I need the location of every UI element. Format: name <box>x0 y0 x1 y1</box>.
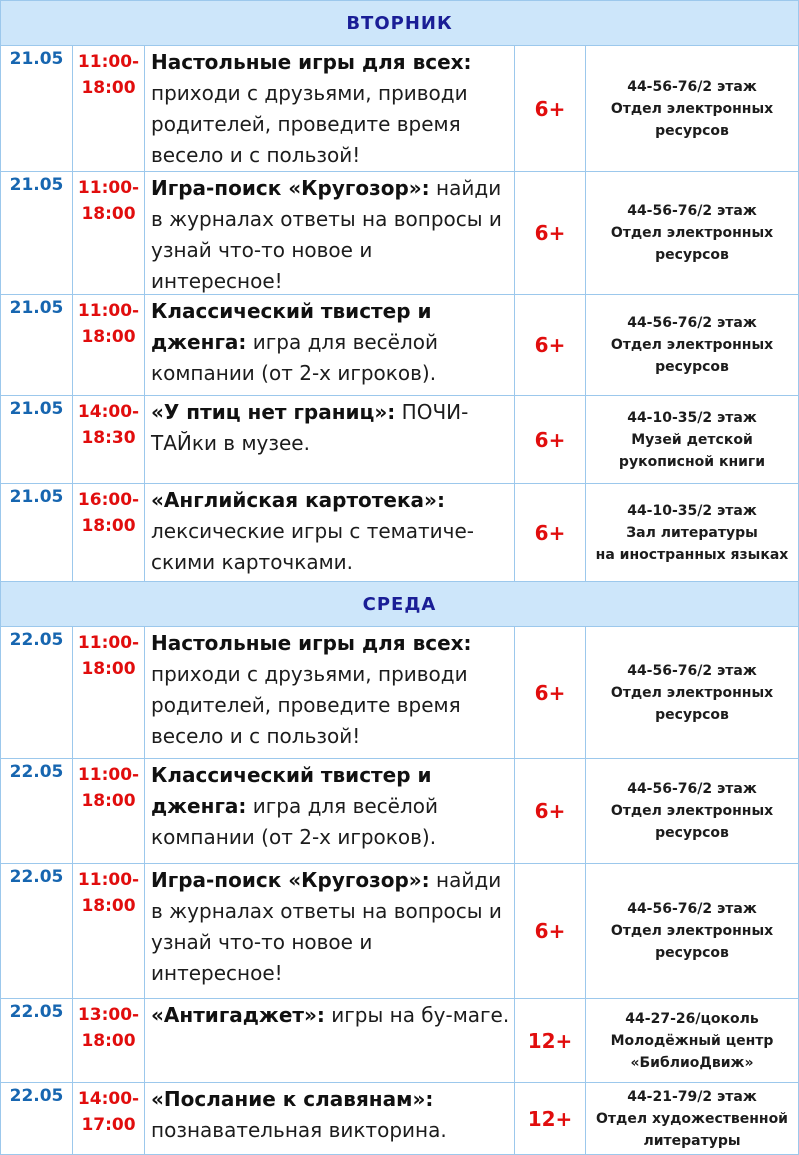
day-header-wednesday: СРЕДА <box>1 582 798 627</box>
time-start: 11:00- <box>77 52 140 72</box>
location-phone: 44-56-76/2 этаж <box>627 78 757 95</box>
event-text: ПОЧИ-ТАЙки в музее. <box>151 400 469 455</box>
time-start: 11:00- <box>77 178 140 198</box>
event-title: «Английская картотека»: <box>151 488 445 512</box>
event-description <box>145 627 515 758</box>
table-row <box>1 999 798 1083</box>
time-end: 18:00 <box>81 78 136 98</box>
table-row <box>1 484 798 582</box>
event-description <box>145 396 515 483</box>
time-start: 14:00- <box>77 1089 140 1109</box>
event-date: 22.05 <box>1 864 73 998</box>
event-description <box>145 864 515 998</box>
event-time <box>73 46 145 171</box>
event-text: лексические игры с тематиче-скими карточками. <box>151 519 475 574</box>
table-row <box>1 396 798 484</box>
table-row <box>1 295 798 396</box>
event-time <box>73 484 145 581</box>
location-phone: 44-27-26/цоколь <box>625 1010 759 1027</box>
location-phone: 44-21-79/2 этаж <box>627 1088 757 1105</box>
location-line: Отдел электронных <box>610 337 774 353</box>
event-title: «У птиц нет границ»: <box>151 400 396 424</box>
table-row <box>1 1083 798 1154</box>
location-phone: 44-56-76/2 этаж <box>627 203 757 219</box>
location-phone: 44-56-76/2 этаж <box>627 662 757 679</box>
day-header-tuesday: ВТОРНИК <box>1 1 798 46</box>
location-line: Отдел электронных <box>610 803 774 819</box>
location-phone: 44-56-76/2 этаж <box>627 901 757 917</box>
age-rating: 6+ <box>515 627 586 758</box>
table-row <box>1 46 798 172</box>
event-text: игры на бу-маге. <box>331 1003 510 1027</box>
location-line: ресурсов <box>655 122 729 139</box>
table-row <box>1 759 798 864</box>
event-title: Игра-поиск «Кругозор»: <box>151 868 430 892</box>
event-location <box>586 999 798 1082</box>
event-title: Классический твистер и дженга: <box>151 763 432 818</box>
location-line: Зал литературы <box>626 524 758 541</box>
event-location <box>586 46 798 171</box>
age-rating: 6+ <box>515 484 586 581</box>
event-text: приходи с друзьями, приводи родителей, проведите время весело и с пользой! <box>151 81 468 167</box>
event-date: 21.05 <box>1 295 73 395</box>
event-location <box>586 1083 798 1154</box>
event-title: «Послание к славянам»: <box>151 1087 434 1111</box>
location-line: литературы <box>643 1132 741 1149</box>
location-line: ресурсов <box>655 706 729 723</box>
time-start: 11:00- <box>77 301 140 321</box>
time-end: 18:00 <box>81 896 136 916</box>
location-line: Отдел электронных <box>610 923 774 939</box>
event-location <box>586 864 798 998</box>
time-start: 11:00- <box>77 765 140 785</box>
event-location <box>586 627 798 758</box>
time-end: 17:00 <box>81 1115 136 1135</box>
event-time <box>73 864 145 998</box>
location-line: ресурсов <box>655 247 729 263</box>
location-line: на иностранных языках <box>595 546 789 563</box>
event-location <box>586 484 798 581</box>
event-description <box>145 46 515 171</box>
age-rating: 6+ <box>515 46 586 171</box>
age-rating: 12+ <box>515 999 586 1082</box>
time-start: 14:00- <box>77 402 140 422</box>
location-line: ресурсов <box>655 359 729 375</box>
age-rating: 6+ <box>515 172 586 294</box>
time-start: 16:00- <box>77 490 140 510</box>
location-line: Отдел электронных <box>610 225 774 241</box>
time-start: 11:00- <box>77 870 140 890</box>
location-line: Музей детской <box>631 431 753 448</box>
event-title: Настольные игры для всех: <box>151 50 472 74</box>
event-time <box>73 759 145 863</box>
event-date: 21.05 <box>1 172 73 294</box>
age-rating: 6+ <box>515 396 586 483</box>
event-time <box>73 295 145 395</box>
event-description <box>145 484 515 581</box>
event-title: Классический твистер и дженга: <box>151 299 432 354</box>
event-date: 22.05 <box>1 759 73 863</box>
table-row <box>1 627 798 759</box>
event-location <box>586 759 798 863</box>
event-description <box>145 295 515 395</box>
location-line: рукописной книги <box>618 453 766 470</box>
event-text: найди в журналах ответы на вопросы и узнай что-то новое и интересное! <box>151 868 502 985</box>
event-description <box>145 759 515 863</box>
time-end: 18:00 <box>81 516 136 536</box>
age-rating: 12+ <box>515 1083 586 1154</box>
event-description <box>145 172 515 294</box>
event-location <box>586 172 798 294</box>
location-line: «БиблиоДвиж» <box>630 1054 754 1071</box>
event-description <box>145 1083 515 1154</box>
event-title: Настольные игры для всех: <box>151 631 472 655</box>
event-text: игра для весёлой компании (от 2-х игроков). <box>151 330 438 385</box>
age-rating: 6+ <box>515 295 586 395</box>
location-phone: 44-56-76/2 этаж <box>627 781 757 797</box>
event-time <box>73 396 145 483</box>
event-date: 22.05 <box>1 627 73 758</box>
time-end: 18:00 <box>81 1031 136 1051</box>
event-location <box>586 396 798 483</box>
event-time <box>73 172 145 294</box>
time-end: 18:30 <box>81 428 136 448</box>
event-location <box>586 295 798 395</box>
event-date: 21.05 <box>1 484 73 581</box>
event-text: познавательная викторина. <box>151 1118 447 1142</box>
age-rating: 6+ <box>515 759 586 863</box>
table-row <box>1 864 798 999</box>
event-time <box>73 1083 145 1154</box>
event-time <box>73 999 145 1082</box>
event-title: «Антигаджет»: <box>151 1003 325 1027</box>
location-line: Отдел художественной <box>596 1110 788 1127</box>
time-start: 13:00- <box>77 1005 140 1025</box>
location-line: Отдел электронных <box>610 100 774 117</box>
event-title: Игра-поиск «Кругозор»: <box>151 176 430 200</box>
age-rating: 6+ <box>515 864 586 998</box>
event-description <box>145 999 515 1082</box>
event-date: 21.05 <box>1 46 73 171</box>
time-end: 18:00 <box>81 327 136 347</box>
event-text: игра для весёлой компании (от 2-х игроков). <box>151 794 438 849</box>
location-line: Отдел электронных <box>610 684 774 701</box>
event-text: приходи с друзьями, приводи родителей, проведите время весело и с пользой! <box>151 662 468 748</box>
event-date: 22.05 <box>1 999 73 1082</box>
event-date: 22.05 <box>1 1083 73 1154</box>
event-date: 21.05 <box>1 396 73 483</box>
location-line: ресурсов <box>655 945 729 961</box>
time-end: 18:00 <box>81 791 136 811</box>
location-phone: 44-10-35/2 этаж <box>627 409 757 426</box>
time-end: 18:00 <box>81 204 136 224</box>
time-start: 11:00- <box>77 633 140 653</box>
location-phone: 44-10-35/2 этаж <box>627 502 757 519</box>
event-text: найди в журналах ответы на вопросы и узнай что-то новое и интересное! <box>151 176 502 293</box>
location-phone: 44-56-76/2 этаж <box>627 315 757 331</box>
table-row <box>1 172 798 295</box>
location-line: Молодёжный центр <box>610 1032 774 1049</box>
time-end: 18:00 <box>81 659 136 679</box>
location-line: ресурсов <box>655 825 729 841</box>
event-time <box>73 627 145 758</box>
